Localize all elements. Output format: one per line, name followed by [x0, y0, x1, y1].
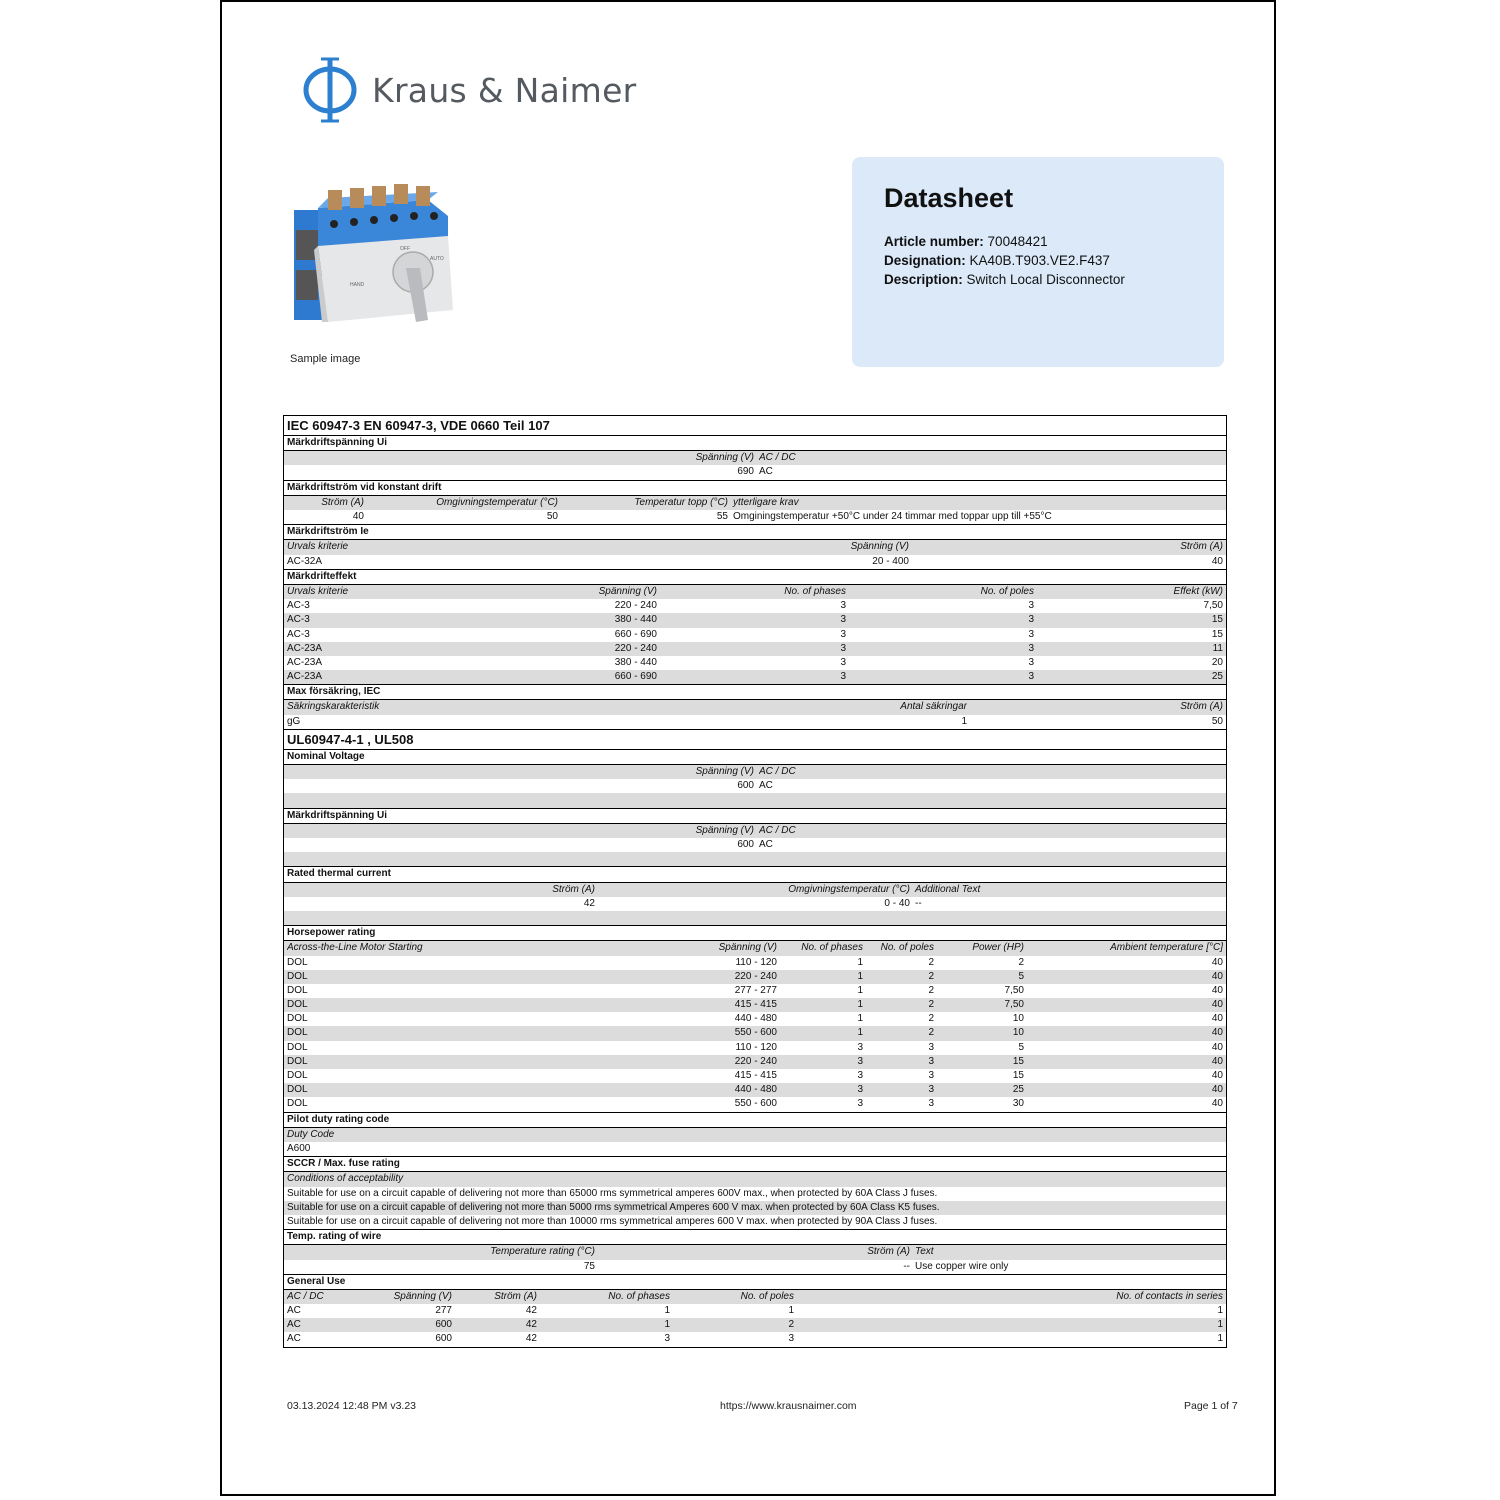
table-cell: 3	[928, 1070, 934, 1082]
svg-text:HAND: HAND	[350, 282, 365, 288]
table-cell: 40	[1211, 970, 1223, 982]
table-cell: 550 - 600	[734, 1098, 777, 1110]
table-cell: 380 - 440	[614, 656, 657, 668]
table-cell: 3	[928, 1098, 934, 1110]
section-title: Horsepower rating	[284, 925, 1226, 941]
table-cell: 1	[857, 1013, 863, 1025]
table-cell: AC-23A	[287, 642, 323, 654]
table-cell: 380 - 440	[614, 614, 657, 626]
table-row: 75 -- Use copper wire only	[583, 1260, 1009, 1272]
table-cell: 2	[928, 1013, 934, 1025]
table-cell: 3	[840, 600, 846, 612]
table-header: AC / DC Spänning (V) Ström (A) No. of phases No. of poles No. of contacts in series	[284, 1290, 1226, 1304]
table-cell: 15	[1012, 1070, 1024, 1082]
table-cell: 2	[928, 999, 934, 1011]
table-cell: 40	[1211, 1084, 1223, 1096]
table-cell: 277	[435, 1305, 452, 1317]
table-cell: 600	[435, 1333, 452, 1345]
table-cell: 110 - 120	[735, 1041, 777, 1053]
table-row: gG 1 50	[287, 715, 1223, 727]
product-image	[288, 180, 458, 328]
table-row: A600	[287, 1142, 311, 1154]
blank-row	[284, 911, 1226, 925]
table-cell: 1	[664, 1305, 670, 1317]
table-cell: 3	[1028, 671, 1034, 683]
table-cell: 3	[840, 614, 846, 626]
table-row	[284, 956, 1226, 970]
table-cell: 42	[525, 1305, 537, 1317]
svg-text:AUTO: AUTO	[430, 256, 444, 262]
table-cell: 3	[840, 656, 846, 668]
table-cell: 10	[1012, 1027, 1024, 1039]
section-title: Märkdrifteffekt	[284, 569, 1226, 585]
section-title: Nominal Voltage	[284, 750, 1226, 765]
table-cell: AC-3	[287, 600, 310, 612]
table-cell: AC	[287, 1305, 301, 1317]
table-cell: 3	[1028, 628, 1034, 640]
table-cell: 40	[1211, 1070, 1223, 1082]
table-row: AC-32A 20 - 400 40	[287, 555, 1223, 567]
table-cell: 3	[928, 1055, 934, 1067]
spec-table	[283, 415, 1227, 1348]
table-cell: 2	[928, 1027, 934, 1039]
table-cell: DOL	[287, 984, 308, 996]
table-cell: 440 - 480	[734, 1084, 777, 1096]
table-cell: 40	[1211, 984, 1223, 996]
datasheet-title: Datasheet	[884, 183, 1014, 213]
table-header: Conditions of acceptability	[284, 1172, 1226, 1186]
table-cell: DOL	[287, 1084, 308, 1096]
table-cell: 15	[1012, 1055, 1024, 1067]
table-row	[284, 656, 1226, 670]
table-cell: 42	[525, 1319, 537, 1331]
table-cell: 15	[1211, 628, 1223, 640]
table-row	[284, 1304, 1226, 1318]
table-cell: 25	[1211, 671, 1223, 683]
table-cell: 3	[1028, 656, 1034, 668]
table-cell: 42	[525, 1333, 537, 1345]
table-cell: 2	[928, 970, 934, 982]
section-title: Märkdriftström vid konstant drift	[284, 480, 1226, 496]
table-cell: 2	[788, 1319, 794, 1331]
description: Description: Switch Local Disconnector	[884, 272, 1125, 287]
brand-name: Kraus & Naimer	[372, 70, 637, 110]
table-row	[284, 670, 1226, 684]
table-cell: DOL	[287, 1027, 308, 1039]
table-cell: AC-3	[287, 614, 310, 626]
table-header: Ström (A) Omgivningstemperatur (°C) Temperatur topp (°C) ytterligare krav	[284, 496, 1226, 510]
table-cell: DOL	[287, 1055, 308, 1067]
footer-page: Page 1 of 7	[1184, 1400, 1238, 1412]
article-number: Article number: 70048421	[884, 234, 1048, 249]
table-header: Temperature rating (°C) Ström (A) Text	[284, 1245, 1226, 1259]
table-cell: 3	[857, 1084, 863, 1096]
table-cell: 2	[928, 956, 934, 968]
table-cell: 1	[1217, 1319, 1223, 1331]
table-cell: 660 - 690	[614, 671, 657, 683]
blank-row	[284, 793, 1226, 807]
table-row	[284, 1332, 1226, 1346]
table-cell: 220 - 240	[734, 1055, 777, 1067]
footer-url[interactable]: https://www.krausnaimer.com	[720, 1400, 857, 1412]
table-row	[284, 998, 1226, 1012]
table-row	[284, 1055, 1226, 1069]
table-row	[284, 1187, 1226, 1201]
section-title: General Use	[284, 1274, 1226, 1290]
table-cell: 30	[1012, 1098, 1024, 1110]
table-cell: 1	[857, 984, 863, 996]
table-header: Urvals kriterie Spänning (V) No. of phases No. of poles Effekt (kW)	[284, 585, 1226, 599]
table-cell: AC	[287, 1319, 301, 1331]
table-cell: 1	[857, 999, 863, 1011]
table-cell: AC-23A	[287, 671, 323, 683]
table-cell: DOL	[287, 956, 308, 968]
table-row: 600 AC	[737, 838, 773, 850]
table-cell: 415 - 415	[734, 999, 777, 1011]
table-cell: 660 - 690	[614, 628, 657, 640]
designation: Designation: KA40B.T903.VE2.F437	[884, 253, 1110, 268]
table-row	[284, 1069, 1226, 1083]
brand-logo	[300, 55, 637, 125]
table-row: 40 50 55 Omginingstemperatur +50°C under 24 timmar med toppar upp till +55°C	[352, 510, 1052, 522]
table-row	[284, 1097, 1226, 1111]
table-cell: 3	[857, 1041, 863, 1053]
section-title: Märkdriftspänning Ui	[284, 808, 1226, 824]
table-cell: 11	[1212, 642, 1223, 654]
table-cell: 40	[1211, 1098, 1223, 1110]
table-header: Across-the-Line Motor Starting Spänning (V) No. of phases No. of poles Power (HP) Ambient temperature [°C]	[284, 941, 1226, 955]
blank-row	[284, 852, 1226, 866]
table-cell: 1	[664, 1319, 670, 1331]
table-row	[284, 613, 1226, 627]
table-cell: DOL	[287, 970, 308, 982]
table-cell: 3	[1028, 642, 1034, 654]
table-cell: 2	[1018, 956, 1024, 968]
table-cell: 40	[1211, 956, 1223, 968]
table-row: 690 AC	[737, 466, 773, 478]
table-cell: 1	[857, 956, 863, 968]
table-cell: 3	[857, 1098, 863, 1110]
power-rows	[284, 599, 1226, 684]
table-cell: DOL	[287, 1070, 308, 1082]
table-header: Urvals kriterie Spänning (V) Ström (A)	[284, 540, 1226, 554]
table-header: Spänning (V) AC / DC	[284, 765, 1226, 779]
section-title: Max försäkring, IEC	[284, 684, 1226, 700]
table-cell: 40	[1211, 1027, 1223, 1039]
table-cell: DOL	[287, 999, 308, 1011]
table-cell: 20	[1211, 656, 1223, 668]
table-header: Spänning (V) AC / DC	[284, 451, 1226, 465]
table-cell: 3	[840, 642, 846, 654]
phi-logo-icon	[300, 55, 360, 125]
datasheet-box	[852, 157, 1224, 367]
table-cell: 5	[1018, 1041, 1024, 1053]
table-cell: DOL	[287, 1041, 308, 1053]
table-cell: Suitable for use on a circuit capable of delivering not more than 10000 rms symmetrical amperes 600 V max. when protected by 90A Class J fuses.	[287, 1215, 938, 1227]
table-cell: 10	[1012, 1013, 1024, 1025]
table-cell: 415 - 415	[734, 1070, 777, 1082]
section-title: Märkdriftström Ie	[284, 524, 1226, 540]
table-cell: 40	[1211, 999, 1223, 1011]
table-row	[284, 1012, 1226, 1026]
table-cell: 3	[928, 1041, 934, 1053]
table-cell: DOL	[287, 1013, 308, 1025]
table-row	[284, 970, 1226, 984]
table-header: Duty Code	[284, 1128, 1226, 1142]
table-cell: Suitable for use on a circuit capable of delivering not more than 5000 rms symmetrical Amperes 600 V max. when protected by 60A Class K5 fuses.	[287, 1201, 940, 1213]
ul-standard-title: UL60947-4-1 , UL508	[284, 729, 1226, 750]
table-cell: 3	[928, 1084, 934, 1096]
table-cell: 1	[857, 970, 863, 982]
section-title: Märkdriftspänning Ui	[284, 436, 1226, 451]
table-cell: 220 - 240	[614, 600, 657, 612]
table-cell: AC	[287, 1333, 301, 1345]
table-row	[284, 1201, 1226, 1215]
table-cell: 3	[857, 1055, 863, 1067]
table-cell: 277 - 277	[734, 984, 777, 996]
table-header: Spänning (V) AC / DC	[284, 824, 1226, 838]
table-cell: 600	[435, 1319, 452, 1331]
table-cell: 1	[788, 1305, 794, 1317]
image-caption: Sample image	[290, 353, 361, 365]
footer-date: 03.13.2024 12:48 PM v3.23	[287, 1400, 417, 1412]
table-cell: 40	[1211, 1055, 1223, 1067]
table-row	[284, 628, 1226, 642]
table-cell: DOL	[287, 1098, 308, 1110]
section-title: Temp. rating of wire	[284, 1229, 1226, 1245]
table-cell: AC-23A	[287, 656, 323, 668]
table-cell: AC-3	[287, 628, 310, 640]
table-cell: 3	[840, 628, 846, 640]
svg-text:OFF: OFF	[400, 246, 410, 252]
table-row	[284, 1318, 1226, 1332]
table-cell: 7,50	[1004, 984, 1024, 996]
table-row	[284, 984, 1226, 998]
table-cell: 220 - 240	[734, 970, 777, 982]
section-title: SCCR / Max. fuse rating	[284, 1156, 1226, 1172]
table-row	[284, 1026, 1226, 1040]
iec-standard-title: IEC 60947-3 EN 60947-3, VDE 0660 Teil 107	[284, 416, 1226, 436]
table-cell: 40	[1211, 1041, 1223, 1053]
table-cell: 3	[1028, 600, 1034, 612]
table-cell: 5	[1018, 970, 1024, 982]
table-cell: 440 - 480	[734, 1013, 777, 1025]
section-title: Rated thermal current	[284, 866, 1226, 882]
table-header: Ström (A) Omgivningstemperatur (°C) Additional Text	[284, 883, 1226, 897]
table-cell: 3	[664, 1333, 670, 1345]
table-cell: 2	[928, 984, 934, 996]
table-cell: 550 - 600	[734, 1027, 777, 1039]
table-cell: 1	[1217, 1333, 1223, 1345]
table-cell: 3	[1028, 614, 1034, 626]
hp-rows	[284, 956, 1226, 1112]
table-cell: 15	[1211, 614, 1223, 626]
table-row	[284, 1215, 1226, 1229]
table-header: Säkringskarakteristik Antal säkringar Ström (A)	[284, 700, 1226, 714]
table-cell: 25	[1012, 1084, 1024, 1096]
table-cell: 3	[788, 1333, 794, 1345]
table-cell: 220 - 240	[614, 642, 657, 654]
table-cell: 7,50	[1203, 600, 1223, 612]
table-cell: 40	[1211, 1013, 1223, 1025]
table-cell: 110 - 120	[735, 956, 777, 968]
table-cell: 1	[1217, 1305, 1223, 1317]
table-row	[284, 1083, 1226, 1097]
table-row	[284, 599, 1226, 613]
general-rows	[284, 1304, 1226, 1347]
table-cell: 7,50	[1004, 999, 1024, 1011]
table-cell: 1	[857, 1027, 863, 1039]
table-row: 42 0 - 40 --	[583, 897, 922, 909]
table-row	[284, 642, 1226, 656]
sccr-rows	[284, 1187, 1226, 1230]
table-cell: 3	[840, 671, 846, 683]
section-title: Pilot duty rating code	[284, 1112, 1226, 1128]
table-row: 600 AC	[737, 780, 773, 792]
table-row	[284, 1041, 1226, 1055]
table-cell: 3	[857, 1070, 863, 1082]
table-cell: Suitable for use on a circuit capable of delivering not more than 65000 rms symmetrical amperes 600V max., when protected by 60A Class J fuses.	[287, 1187, 938, 1199]
